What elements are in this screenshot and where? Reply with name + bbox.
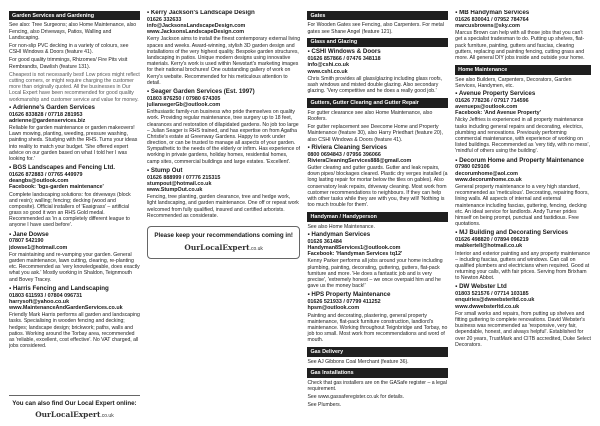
- business-description: Marcus Brown can help with all those jobs that you can't get a specialist tradesman to do. Putting up shelves, flat-pack furniture, painting, gutters and fascias, clearing gutters, replacing and painting fencing, cutting grass and more. All general DIY jobs inside and outside your home.: [455, 30, 585, 61]
- help-text: For non-slip PVC decking in a variety of colours, see CSHI Windows & Doors (feature 41).: [9, 43, 129, 56]
- section-header: Gas Delivery: [307, 347, 448, 356]
- business-description: Painting and decorating, plastering, general property maintenance, flat-pack furniture construction, landlord's maintenance. Working throughout Teignbridge and Torbay, no job too small. Most work from recommendations and word of mouth.: [307, 312, 448, 344]
- business-description: Interior and exterior painting and any property maintenance – including fascias, gutters and windows. Can call on qualified plumbers and electricians when required. Good at returning your calls, with fair prices. Serving from Brixham to Newton Abbot.: [455, 250, 591, 282]
- business-entry: [147, 89, 301, 165]
- recommendations-box: [147, 226, 301, 259]
- business-email[interactable]: decorumhome@aol.com: [455, 170, 518, 177]
- business-entry: [455, 230, 591, 281]
- business-name: ▪ Stump Out: [146, 166, 183, 174]
- business-name: ▪ Adrienne's Garden Services: [9, 103, 95, 111]
- business-email[interactable]: avenueps@outlook.com: [455, 104, 518, 111]
- online-promo: [9, 395, 140, 420]
- business-phone: 07807 542190: [9, 238, 44, 245]
- business-name: ▪ Decorum Home and Property Maintenance: [455, 156, 584, 164]
- section-header: Garden Services and Gardening: [9, 11, 140, 20]
- business-email[interactable]: adrienne@gardenservices.biz: [9, 117, 86, 124]
- business-description: Fencing, tree planting, garden clearance, tree and hedge work, light landscaping, and garden maintenance. One off or repeat work welcomed from fully qualified, insured and certified arborists. Recommended as considerate.: [146, 194, 299, 219]
- business-website[interactable]: www.StumpOut.co.uk: [146, 187, 203, 194]
- business-description: Kenny Parker performs all jobs around your home including plumbing, painting, decorating, guttering, gutters, flat-pack furniture and more. 'He does a fantastic job and is very precise', 'extremely honest – we once overpaid him and he gave us the money back!': [307, 258, 443, 290]
- business-phone: 01626 778236 / 07917 714596: [455, 97, 529, 104]
- business-name: ▪ Riviera Cleaning Services: [307, 143, 388, 151]
- business-entry: [9, 286, 140, 350]
- section-header: Glass and Glazing: [307, 38, 448, 47]
- business-email[interactable]: info@cshi.co.uk: [307, 62, 349, 69]
- business-website[interactable]: www.dwwebsterltd.co.uk: [455, 303, 520, 310]
- business-entry: [9, 165, 140, 229]
- business-email[interactable]: mabkertell@hotmail.co.uk: [455, 243, 523, 250]
- business-email[interactable]: harrysoft@yahoo.co.uk: [9, 298, 70, 305]
- business-description: Chris Smith provides all glass/glazing including glass roofs, sash windows and misted double glazing. Also secondary glazing. 'Very competitive and he does a really good job.': [307, 75, 443, 95]
- column-3: [307, 10, 448, 420]
- business-facebook[interactable]: Facebook: 'bgs-garden maintenance': [9, 184, 104, 191]
- business-name: ▪ MJ Building and Decorating Services: [455, 229, 569, 237]
- business-phone: 01626 857866 / 07476 348118: [307, 56, 381, 63]
- business-phone: 07980 029106: [455, 164, 490, 171]
- business-description: For maintaining and re-vamping your garden. General garden maintenance, lawn cutting, clearing, re-planting etc. Recommended as 'very knowledgeable, does exactly what you ask.' Mostly working in Shaldon, Teignmouth and Bovey Tracey.: [9, 251, 140, 283]
- business-entry: [307, 232, 448, 289]
- business-phone: 01626 521933 / 07799 411252: [307, 299, 381, 306]
- gas-see-also: See Plumbers.: [307, 402, 342, 409]
- recommendations-text: Please keep your recommendations coming in!: [154, 232, 293, 239]
- business-website[interactable]: www.cshi.co.uk: [307, 68, 348, 75]
- section-header: Gutters, Gutter Clearing and Gutter Repair: [307, 98, 448, 107]
- home-see-also: See also Builders, Carpenters, Decorators, Garden Services, Handymen, etc.: [455, 76, 572, 89]
- business-phone: 01626 833828 / 07718 281953: [9, 111, 83, 118]
- business-name: ▪ Jane Dowse: [9, 230, 49, 238]
- business-phone: 01626 361484: [307, 238, 342, 245]
- gas-text: See AJ Gibbons Coal Merchant (feature 36).: [307, 358, 409, 365]
- section-header: Gas Installations: [307, 368, 448, 377]
- business-phone: 01626 498820 / 07894 096219: [455, 237, 529, 244]
- business-email[interactable]: jdowse1@hotmail.com: [9, 244, 68, 251]
- logo-our: Our: [184, 242, 201, 252]
- business-name: ▪ MB Handyman Services: [455, 10, 530, 16]
- business-name: ▪ Handyman Services: [307, 230, 371, 238]
- see-also-text: See also: Tree Surgeons; also Home Maintenance, also Fencing, also Driveways, Patios, Walling and Landscaping.: [9, 22, 137, 41]
- section-header: Handyman / Handyperson: [307, 212, 448, 221]
- logo-expert: Expert: [222, 242, 250, 252]
- business-phone: 0800 0694843 / 07956 396066: [307, 151, 381, 158]
- business-name: ▪ Seager Garden Services (Est. 1997): [146, 87, 255, 95]
- turf-text: For good quality trimmings, Rhizomes/ Fire Pits visit Rembrandts, Dawlish (feature 131).: [9, 57, 128, 70]
- business-name: ▪ Harris Fencing and Landscaping: [9, 284, 109, 292]
- business-description: Nicky Jeffries is experienced in all property maintenance tasks including general repairs and decorating, electrics, plumbing and renovations. Previously performing commercial maintenance, with experience of working on listed buildings. Recommended as 'very tidy, with no mess', 'mindful of others using the building'.: [455, 117, 590, 155]
- gutter-text: For gutter clearance see also Home Maintenance, also Roofers.: [307, 109, 433, 122]
- business-name: ▪ Avenue Property Services: [455, 90, 536, 98]
- business-name: ▪ HPS Property Maintenance: [307, 291, 391, 299]
- business-phone: 01803 611593 / 07804 096731: [9, 292, 83, 299]
- logo-local: Local: [50, 410, 74, 420]
- business-entry: [455, 158, 591, 228]
- business-email[interactable]: stumpout@hotmail.co.uk: [146, 180, 212, 187]
- brand-logo[interactable]: [184, 244, 263, 253]
- business-website[interactable]: www.JacksonsLandscapeDesign.com: [146, 29, 245, 36]
- gutter-text-2: For gutter replacement see Deecome Home and Property Maintenance (feature 30), also Harry Priedhart (feature 20), also CSHI Windows & Doors (feature 41).: [307, 124, 443, 143]
- section-header: Home Maintenance: [455, 65, 591, 74]
- business-facebook[interactable]: Facebook: 'And Avenue Property': [455, 110, 541, 117]
- business-description: Gutter clearing and gutter guards. Gutter and leak repairs, down pipes/ blockages cleared. Plastic dry verges installed (a long lasting repair for mortar below the tiles on gables). Also conservatory leak repairs, driveway cleaning. Most work from customer recommendations to neighbours. If they can help with other tasks while they are with you, they will! 'Nothing is too much trouble for them'.: [307, 164, 448, 209]
- business-entry: [9, 232, 140, 283]
- business-entry: [307, 145, 448, 209]
- business-website[interactable]: www.decorumhome.co.uk: [455, 176, 522, 183]
- column-2: [147, 10, 301, 420]
- logo-our: Our: [35, 410, 51, 420]
- business-phone: 01626 872883 / 07765 449979: [9, 171, 83, 178]
- brand-logo[interactable]: [35, 411, 114, 420]
- business-description: Complete landscaping solutions: fox driveways (block and resin); walling; fencing; decking (wood and composite). Official installers of 'Easigrass' – artificial grass so good it won an RHS Gold medal. Recommended as 'in a completely different league to anyone I have used before'.: [9, 191, 131, 229]
- business-entry: [455, 10, 591, 61]
- business-phone: 01626 888999 / 07776 215315: [146, 174, 221, 181]
- gates-text: For Wooden Gates see Fencing, also Carpenters. For metal gates see Shane Angel (feature 121).: [307, 22, 444, 35]
- business-email[interactable]: hpsm@outlook.com: [307, 305, 360, 312]
- business-name: ▪ Kerry Jackson's Landscape Design: [146, 10, 255, 16]
- business-description: Reliable for garden maintenance or garden makeovers! Lawn mowing, planting, weeding, pressure washing, painting sheds. Studying with the RHS. Turns your ideas into reality to match your budget. 'She offered expert advice on our garden based on what I told her I was looking for.': [9, 124, 138, 162]
- business-name: ▪ BGS Landscapes and Fencing Ltd.: [9, 164, 116, 172]
- gas-register-text: See www.gassaferegister.co.uk for details.: [307, 394, 405, 400]
- business-email[interactable]: juliansegerGb@outlook.com: [146, 101, 221, 108]
- logo-domain: .co.uk: [249, 245, 263, 252]
- logo-local: Local: [200, 242, 223, 252]
- column-4: [455, 10, 591, 420]
- business-entry: [455, 91, 591, 155]
- business-phone: 01803 521576 / 07714 103185: [455, 291, 529, 298]
- business-email[interactable]: deangbs@outlook.com: [9, 178, 69, 185]
- handyman-see-also: See also Home Maintenance.: [307, 223, 375, 230]
- business-entry: [147, 168, 301, 219]
- business-phone: 01626 332633: [146, 16, 182, 23]
- business-email[interactable]: enquiries@dwwebsterltd.co.uk: [455, 297, 535, 304]
- business-email[interactable]: marcusbrowns@sky.com: [455, 23, 520, 30]
- business-description: For small works and repairs, from putting up shelves and fitting guttering to complete renovations. David Webster's business was recommended as 'responsive, very fair, dependable, honest, and always helpful'. Established for over 20 years, TrustMark and CITB accredited, Duke Select Decorators.: [455, 310, 591, 348]
- logo-expert: Expert: [73, 410, 101, 420]
- section-header: Gates: [307, 11, 448, 20]
- business-email[interactable]: RivieraCleaningServices888@gmail.com: [307, 157, 412, 164]
- business-name: ▪ DW Webster Ltd: [455, 283, 507, 291]
- business-name: ▪ CSHI Windows & Doors: [307, 48, 381, 56]
- gas-installations-text: Check that gas installers are on the GASafe register – a legal requirement.: [307, 379, 447, 392]
- business-website[interactable]: www.MaintenanceAndGardenServices.co.uk: [9, 305, 123, 311]
- business-entry: [307, 49, 448, 94]
- business-entry: [9, 105, 140, 162]
- business-email[interactable]: Handyman8Services1@outlook.com: [307, 244, 401, 251]
- business-description: Kerry Jackson aims to install the finest contemporary external living spaces and weeks. Award-winning, stylish 3D garden design and installations of the very highest quality. Bespoke garden structures, landscaping in patios. Unique modern designs using innovative materials. Kerry's work is used within Newstart's marketing images for their national brochures! One outstanding gallery of work on Kerry's website. Recommended for his meticulous attention to detail.: [146, 36, 301, 86]
- business-description: General property maintenance to a very high standard, recommended as 'meticulous'. Decorating, repairing floors, lining walls. All aspects of internal and external maintenance including fascias, guttering, fencing, decking etc. An ideal service for landlords. Andy Turner prides himself on being prompt, punctual and fastidious. Free quotations.: [455, 183, 589, 228]
- business-entry: [147, 10, 301, 86]
- business-entry: [307, 292, 448, 343]
- business-description: Enthusiastic family-run business who pride themselves on quality work. Providing regular maintenance, tree surgery up to 18 feet, clearances and restoration of dilapidated gardens. No job too large – Julian Seager is RHS trained, and has expertise on from Agatha Christie's estate at Greenway Gardens. Happy to work under direction, or can be trusted to manage all aspects of your garden. Sympathetic to the needs of the elderly or infirm. Has experience of working in private gardens, holiday homes, residential homes, camp sites, commercial buildings and large estates. 'Excellent'.: [146, 109, 301, 165]
- business-phone: 01626 830041 / 07952 784764: [455, 16, 529, 23]
- promo-text: You can also find Our Local Expert online:: [12, 399, 137, 407]
- business-phone: 01803 876250 / 07980 674305: [146, 95, 221, 102]
- business-description: Friendly Mark Harris performs all garden and landscaping tasks. Specialising in wooden fencing and decking; hedges; landscape design; brickwork; paths, walls and patios. Working around the Torbay area, recommended as 'reliable, excellent, cost effective'. No VAT charged, all jobs considered.: [9, 312, 140, 350]
- column-1: [9, 10, 140, 420]
- business-facebook[interactable]: Facebook: 'Handyman Services tq12': [307, 251, 403, 258]
- notice-text: Cheapest is not necessarily best! Low prices might reflect cutting corners, or might require charging the customer more than originally quoted. All the businesses in Our Local Expert have been recommended for good quality workmanship and customer service and value for money.: [9, 71, 140, 103]
- logo-domain: .co.uk: [100, 413, 114, 420]
- business-entry: [455, 284, 591, 348]
- business-email[interactable]: info@JacksonsLandscapeDesign.com: [146, 23, 246, 30]
